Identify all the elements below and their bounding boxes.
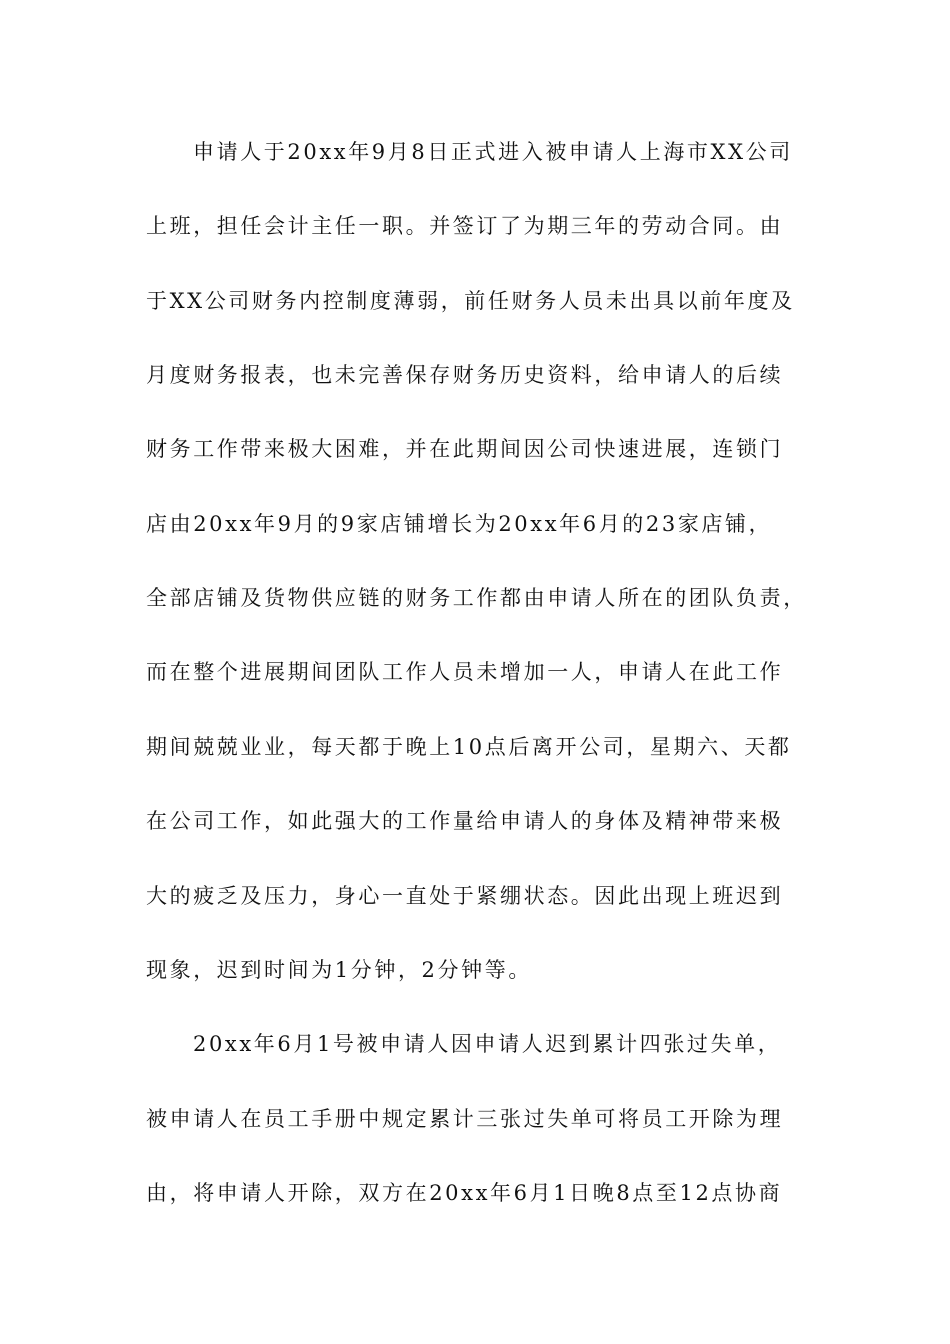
paragraph-line-8: 而在整个进展期间团队工作人员未增加一人，申请人在此工作 bbox=[146, 660, 784, 684]
paragraph-line-14: 被申请人在员工手册中规定累计三张过失单可将员工开除为理 bbox=[146, 1107, 784, 1131]
paragraph-line-4: 月度财务报表，也未完善保存财务历史资料，给申请人的后续 bbox=[146, 363, 784, 387]
paragraph-line-7: 全部店铺及货物供应链的财务工作都由申请人所在的团队负责， bbox=[146, 586, 807, 610]
paragraph-line-13: 20xx年6月1号被申请人因申请人迟到累计四张过失单， bbox=[193, 1032, 782, 1056]
paragraph-line-9: 期间兢兢业业，每天都于晚上10点后离开公司，星期六、天都 bbox=[146, 735, 792, 759]
paragraph-line-5: 财务工作带来极大困难，并在此期间因公司快速进展，连锁门 bbox=[146, 437, 784, 461]
paragraph-line-1: 申请人于20xx年9月8日正式进入被申请人上海市XX公司 bbox=[193, 140, 793, 164]
paragraph-line-12: 现象，迟到时间为1分钟，2分钟等。 bbox=[146, 958, 532, 982]
paragraph-line-11: 大的疲乏及压力，身心一直处于紧绷状态。因此出现上班迟到 bbox=[146, 884, 784, 908]
paragraph-line-6: 店由20xx年9月的9家店铺增长为20xx年6月的23家店铺， bbox=[146, 512, 773, 536]
paragraph-line-10: 在公司工作，如此强大的工作量给申请人的身体及精神带来极 bbox=[146, 809, 784, 833]
paragraph-line-15: 由，将申请人开除，双方在20xx年6月1日晚8点至12点协商 bbox=[146, 1181, 783, 1205]
paragraph-line-3: 于XX公司财务内控制度薄弱，前任财务人员未出具以前年度及 bbox=[146, 289, 795, 313]
paragraph-line-2: 上班，担任会计主任一职。并签订了为期三年的劳动合同。由 bbox=[146, 214, 784, 238]
